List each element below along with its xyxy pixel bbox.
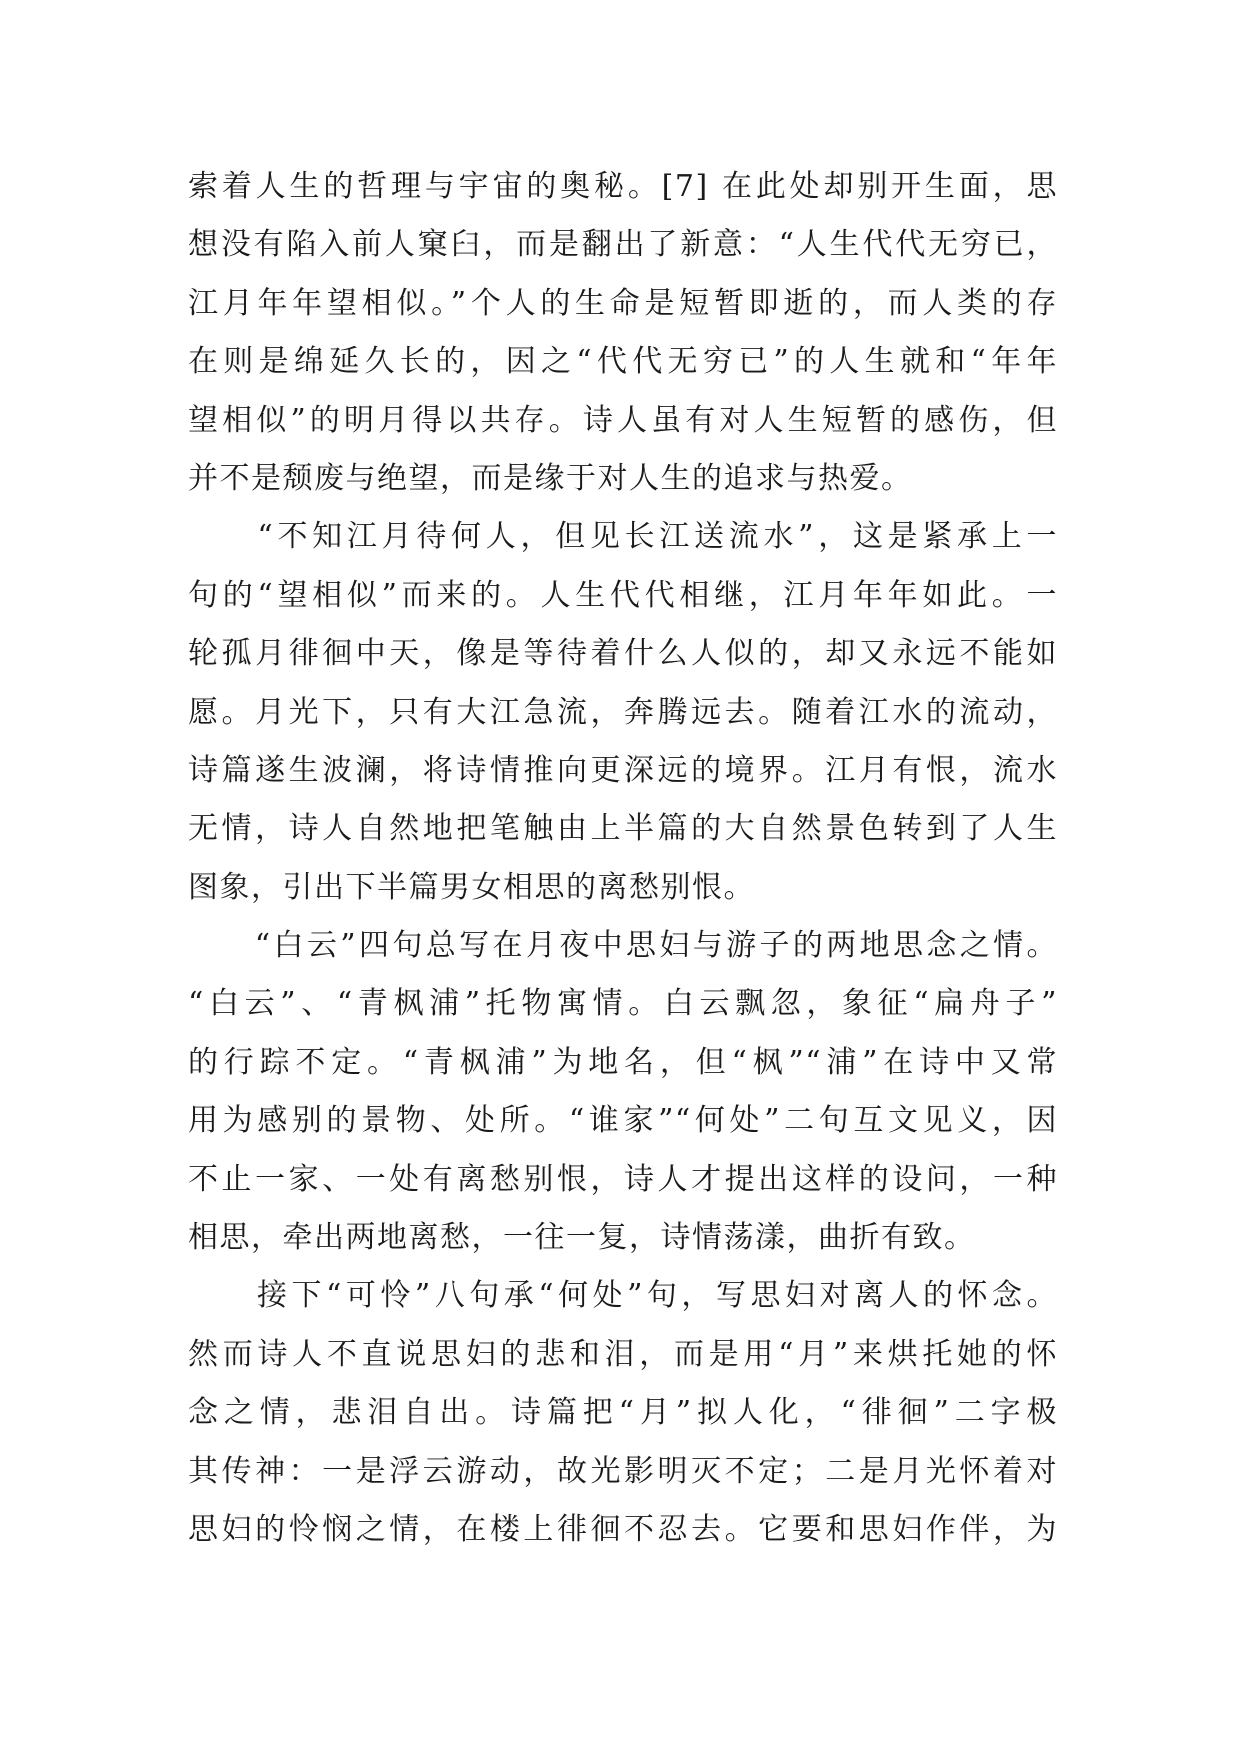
text-line: 思妇的怜悯之情，在楼上徘徊不忍去。它要和思妇作伴，为 [188, 1511, 1058, 1547]
text-line: 想没有陷入前人窠臼，而是翻出了新意：“人生代代无穷已， [188, 227, 1058, 263]
text-line: 望相似”的明月得以共存。诗人虽有对人生短暂的感伤，但 [188, 402, 1058, 438]
text-line: “不知江月待何人，但见长江送流水”，这是紧承上一 [188, 519, 1058, 555]
text-line: 接下“可怜”八句承“何处”句，写思妇对离人的怀念。 [188, 1278, 1058, 1314]
text-line: 图象，引出下半篇男女相思的离愁别恨。 [188, 869, 755, 905]
text-line: 轮孤月徘徊中天，像是等待着什么人似的，却又永远不能如 [188, 636, 1058, 672]
text-line: 的行踪不定。“青枫浦”为地名，但“枫”“浦”在诗中又常 [188, 1044, 1058, 1080]
text-line: “白云”四句总写在月夜中思妇与游子的两地思念之情。 [188, 928, 1058, 964]
text-line: 然而诗人不直说思妇的悲和泪，而是用“月”来烘托她的怀 [188, 1336, 1058, 1372]
text-line: 并不是颓废与绝望，而是缘于对人生的追求与热爱。 [188, 460, 913, 496]
text-line: 念之情，悲泪自出。诗篇把“月”拟人化，“徘徊”二字极 [188, 1395, 1058, 1431]
paragraph-2 [188, 508, 1058, 917]
text-line: 其传神：一是浮云游动，故光影明灭不定；二是月光怀着对 [188, 1453, 1058, 1489]
paragraph-4 [188, 1267, 1058, 1559]
text-line: 索着人生的哲理与宇宙的奥秘。[7] 在此处却别开生面，思 [188, 169, 1058, 204]
text-line: 无情，诗人自然地把笔触由上半篇的大自然景色转到了人生 [188, 811, 1058, 847]
text-line: 诗篇遂生波澜，将诗情推向更深远的境界。江月有恨，流水 [188, 752, 1058, 788]
text-line: 江月年年望相似。”个人的生命是短暂即逝的，而人类的存 [188, 285, 1058, 321]
text-line: 相思，牵出两地离愁，一往一复，诗情荡漾，曲折有致。 [188, 1220, 976, 1256]
text-line: 在则是绵延久长的，因之“代代无穷已”的人生就和“年年 [188, 344, 1058, 380]
text-line: 用为感别的景物、处所。“谁家”“何处”二句互文见义，因 [188, 1103, 1058, 1139]
paragraph-1 [188, 158, 1058, 508]
text-line: 不止一家、一处有离愁别恨，诗人才提出这样的设问，一种 [188, 1161, 1058, 1197]
article-body [188, 158, 1058, 1559]
text-line: 句的“望相似”而来的。人生代代相继，江月年年如此。一 [188, 577, 1058, 613]
text-line: 愿。月光下，只有大江急流，奔腾远去。随着江水的流动， [188, 694, 1058, 730]
text-line: “白云”、“青枫浦”托物寓情。白云飘忽，象征“扁舟子” [188, 986, 1058, 1022]
paragraph-3 [188, 917, 1058, 1267]
